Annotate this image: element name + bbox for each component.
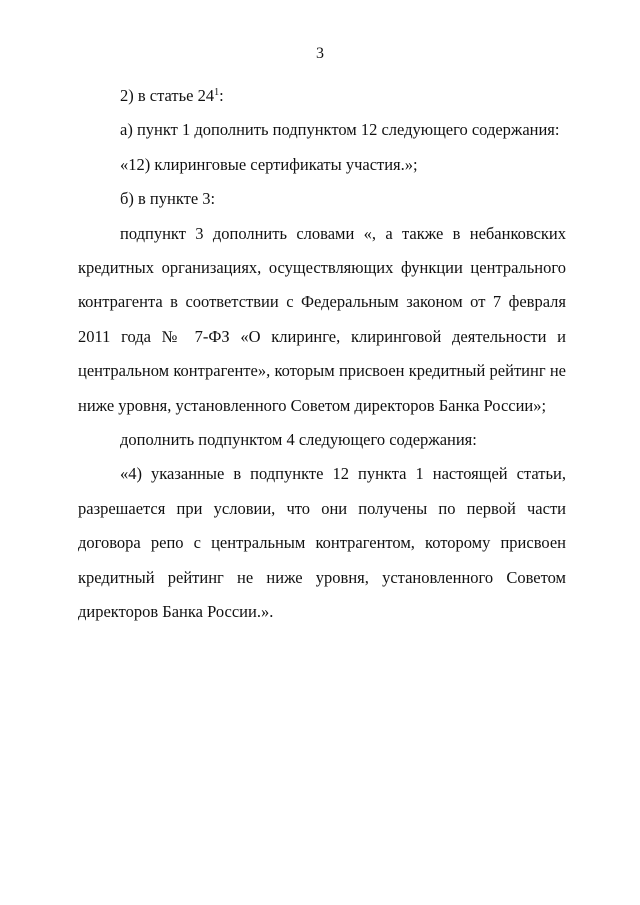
article-superscript: 1 bbox=[214, 87, 220, 98]
paragraph-article-amendment-colon: : bbox=[219, 86, 224, 105]
paragraph-subitem-12: «12) клиринговые сертификаты участия.»; bbox=[120, 154, 418, 174]
page-number: 3 bbox=[316, 45, 324, 62]
paragraph-item-a: а) пункт 1 дополнить подпунктом 12 следующего содержания: bbox=[120, 120, 560, 140]
paragraph-article-amendment bbox=[78, 79, 566, 113]
paragraph-subitem-3-amendment: подпункт 3 дополнить словами «, а также в небанковских кредитных организациях, осуществляющих функции центрального контрагента в соответствии с Федеральным законом от 7 февраля 2011 года № 7-ФЗ «О клиринге, клиринговой деятельности и центральном контрагенте», которым присвоен кредитный рейтинг не ниже уровня, установленного Советом директоров Банка России»; bbox=[78, 223, 566, 415]
paragraph-article-amendment-text: 2) в статье 24 bbox=[120, 86, 215, 105]
paragraph-item-b: б) в пункте 3: bbox=[120, 189, 216, 209]
paragraph-subitem-4-text: «4) указанные в подпункте 12 пункта 1 настоящей статьи, разрешается при условии, что они получены по первой части договора репо с центральным контрагентом, которому присвоен кредитный рейтинг не ниже уровня, установленного Советом директоров Банка России.». bbox=[78, 464, 566, 622]
paragraph-add-subitem-4: дополнить подпунктом 4 следующего содержания: bbox=[120, 430, 477, 450]
document-body bbox=[78, 79, 566, 630]
